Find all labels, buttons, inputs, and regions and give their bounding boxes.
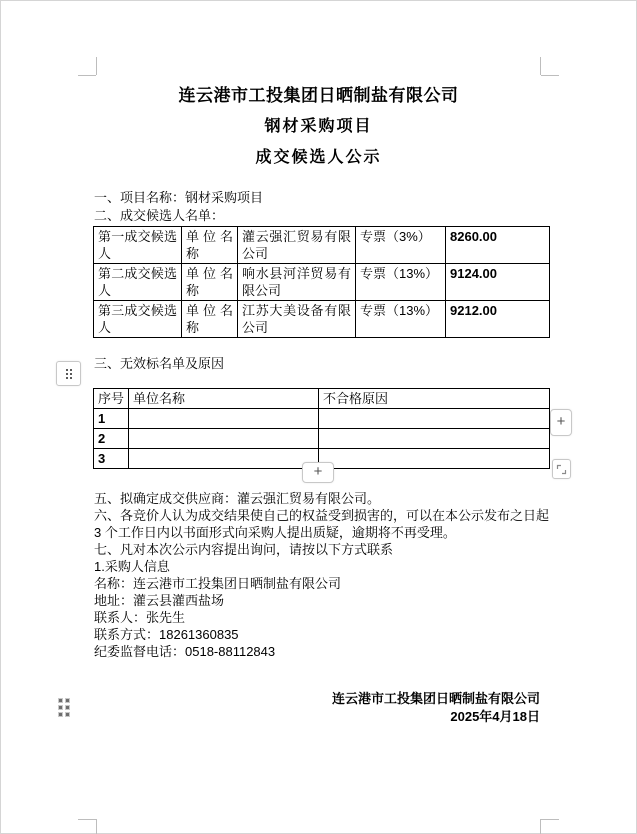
- row-no-cell[interactable]: 3: [94, 449, 129, 469]
- field-label-cell[interactable]: 单位名称: [182, 301, 238, 338]
- table-row: [94, 429, 550, 449]
- margin-mark-top-left-h: [78, 75, 96, 76]
- para-objection-2[interactable]: 3 个工作日内以书面形式向采购人提出质疑，逾期将不再受理。: [94, 525, 456, 540]
- candidates-table[interactable]: [93, 226, 550, 338]
- invoice-type-cell[interactable]: 专票（3%）: [356, 227, 446, 264]
- margin-mark-bottom-left-h: [78, 819, 96, 820]
- para-supplier[interactable]: 五、拟确定成交供应商：灌云强汇贸易有限公司。: [94, 491, 381, 506]
- header-no[interactable]: 序号: [94, 389, 129, 409]
- section-project-name[interactable]: 一、项目名称：钢材采购项目: [94, 190, 264, 205]
- plus-icon: +: [313, 463, 323, 480]
- para-phone[interactable]: 联系方式：18261360835: [94, 627, 239, 642]
- table-row: [94, 264, 550, 301]
- field-label-cell[interactable]: 单位名称: [182, 264, 238, 301]
- company-name-cell[interactable]: 响水县河洋贸易有限公司: [238, 264, 356, 301]
- row-reason-cell[interactable]: [319, 449, 550, 469]
- para-supervision-phone[interactable]: 纪委监督电话：0518-88112843: [94, 644, 276, 659]
- price-cell[interactable]: 8260.00: [446, 227, 550, 264]
- invoice-type-cell[interactable]: 专票（13%）: [356, 301, 446, 338]
- add-column-button[interactable]: [550, 409, 572, 436]
- para-objection-1[interactable]: 六、各竞价人认为成交结果使自己的权益受到损害的，可以在本公示发布之日起: [94, 508, 550, 523]
- section-invalid-bids[interactable]: 三、无效标名单及原因: [94, 356, 225, 371]
- margin-mark-bottom-left-v: [96, 819, 97, 834]
- row-reason-cell[interactable]: [319, 409, 550, 429]
- para-purchaser-name[interactable]: 名称：连云港市工投集团日晒制盐有限公司: [94, 576, 342, 591]
- signature-date[interactable]: 2025年4月18日: [450, 709, 540, 724]
- para-contact-intro[interactable]: 七、凡对本次公示内容提出询问，请按以下方式联系: [94, 542, 394, 557]
- resize-corners-icon: [555, 463, 568, 476]
- margin-mark-bottom-right-v: [540, 819, 541, 834]
- signature-company[interactable]: 连云港市工投集团日晒制盐有限公司: [331, 691, 540, 706]
- row-company-cell[interactable]: [129, 429, 319, 449]
- grid-dots-icon: [66, 369, 72, 379]
- add-row-button[interactable]: [302, 462, 334, 483]
- margin-mark-bottom-right-h: [541, 819, 559, 820]
- invoice-type-cell[interactable]: 专票（13%）: [356, 264, 446, 301]
- plus-icon: +: [556, 413, 566, 430]
- candidate-rank-cell[interactable]: 第二成交候选人: [94, 264, 182, 301]
- table-row: [94, 409, 550, 429]
- price-cell[interactable]: 9124.00: [446, 264, 550, 301]
- row-company-cell[interactable]: [129, 449, 319, 469]
- table-resize-button[interactable]: [552, 459, 571, 479]
- signature-block[interactable]: [332, 690, 540, 726]
- margin-mark-top-left-v: [96, 57, 97, 75]
- candidate-rank-cell[interactable]: 第三成交候选人: [94, 301, 182, 338]
- doc-title-announcement[interactable]: 成交候选人公示: [255, 149, 382, 166]
- table-row: [94, 301, 550, 338]
- margin-mark-top-right-v: [540, 57, 541, 75]
- invalid-bids-table[interactable]: [93, 388, 550, 469]
- para-address[interactable]: 地址：灌云县灌西盐场: [94, 593, 225, 608]
- price-cell[interactable]: 9212.00: [446, 301, 550, 338]
- table-row: [94, 227, 550, 264]
- table-header-row: [94, 389, 550, 409]
- row-company-cell[interactable]: [129, 409, 319, 429]
- margin-mark-top-right-h: [541, 75, 559, 76]
- para-purchaser-info[interactable]: 1.采购人信息: [94, 559, 170, 574]
- row-no-cell[interactable]: 2: [94, 429, 129, 449]
- row-reason-cell[interactable]: [319, 429, 550, 449]
- para-contact-person[interactable]: 联系人：张先生: [94, 610, 186, 625]
- candidate-rank-cell[interactable]: 第一成交候选人: [94, 227, 182, 264]
- company-name-cell[interactable]: 灌云强汇贸易有限公司: [238, 227, 356, 264]
- doc-title-project[interactable]: 钢材采购项目: [264, 118, 373, 135]
- header-reason[interactable]: 不合格原因: [319, 389, 550, 409]
- company-name-cell[interactable]: 江苏大美设备有限公司: [238, 301, 356, 338]
- table-move-handle[interactable]: [56, 361, 81, 386]
- row-no-cell[interactable]: 1: [94, 409, 129, 429]
- section-candidate-list[interactable]: 二、成交候选人名单：: [94, 208, 225, 223]
- doc-title-company[interactable]: 连云港市工投集团日晒制盐有限公司: [178, 86, 459, 105]
- field-label-cell[interactable]: 单位名称: [182, 227, 238, 264]
- drag-anchor-icon[interactable]: [59, 699, 69, 716]
- header-company[interactable]: 单位名称: [129, 389, 319, 409]
